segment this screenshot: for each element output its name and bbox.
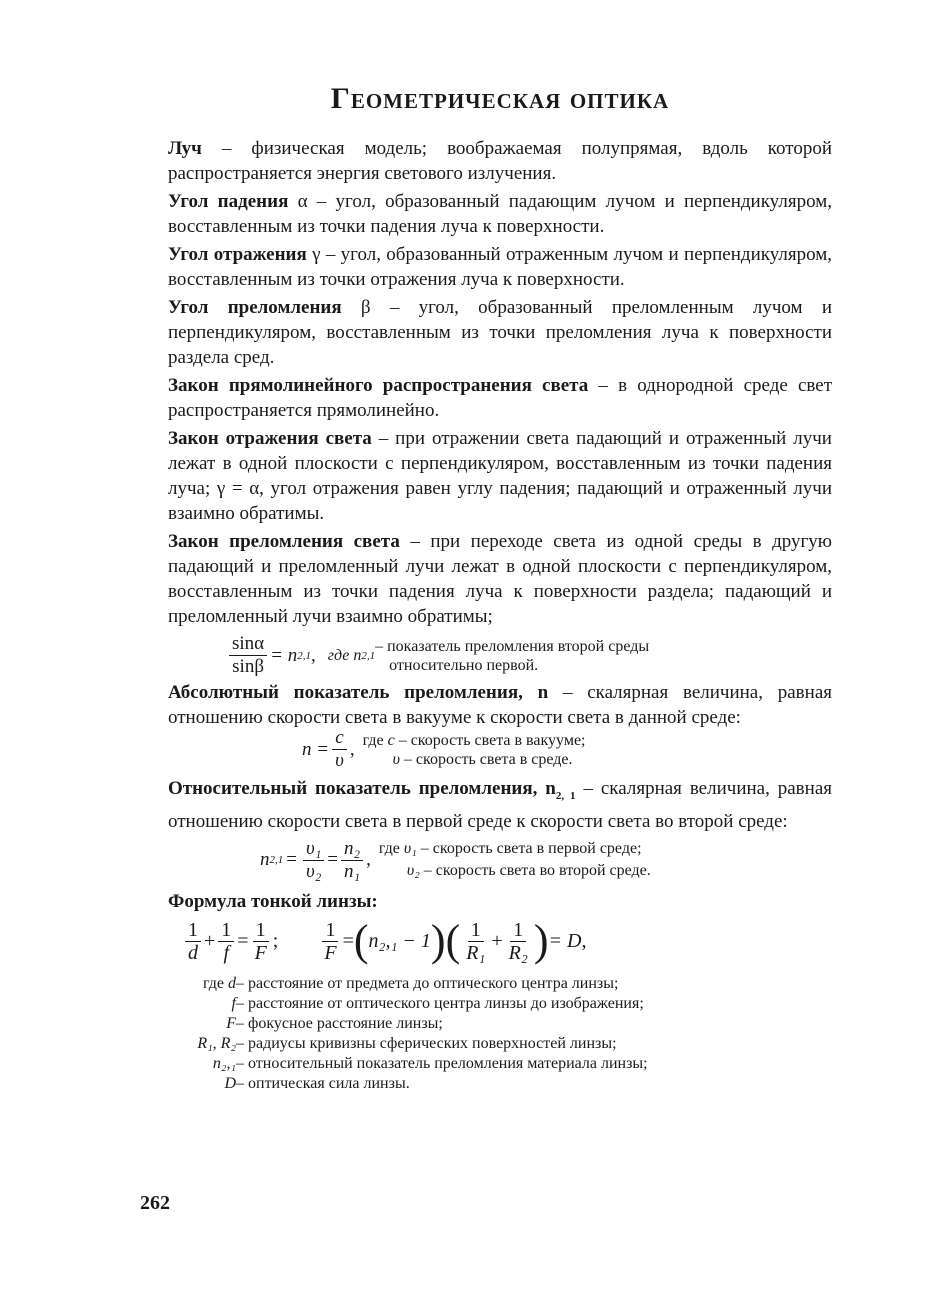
fraction-1-F-second — [321, 919, 339, 964]
fraction-velocities — [303, 838, 324, 883]
definition-reflection-law: – при отражении света падающий и отраженный лучи лежат в одной плоскости с перпендикуляром, восставленным из точки падения луча; γ = α, угол отражения равен углу падения; падающий и отраженный лучи взаимно обратимы. — [168, 428, 832, 524]
formula-symbol: υ — [392, 750, 400, 768]
paragraph-refraction-law — [168, 529, 832, 629]
fraction-1-R1 — [463, 919, 488, 964]
paragraph-ray — [168, 136, 832, 186]
term-refraction-law: Закон преломления света — [168, 531, 400, 552]
fraction-denominator: d — [188, 941, 198, 964]
formula-lhs-subscript: 2,1 — [269, 854, 284, 867]
list-item — [178, 1034, 832, 1054]
paragraph-absolute-index — [168, 680, 832, 730]
formula-symbol: υ₂ — [406, 862, 420, 880]
formula-absolute-index — [302, 727, 832, 772]
fraction-denominator: F — [254, 941, 267, 964]
formula-where: где n — [327, 646, 362, 664]
formula-note — [375, 637, 649, 675]
lens-variable-list — [178, 974, 832, 1094]
fraction-denominator: R₂ — [508, 941, 528, 964]
fraction-denominator: sinβ — [232, 656, 264, 677]
left-paren: ( — [353, 916, 369, 966]
formula-relative-index — [260, 838, 832, 883]
variable-symbol — [178, 974, 236, 994]
variable-description: – фокусное расстояние линзы; — [236, 1014, 443, 1032]
term-rectilinear-law: Закон прямолинейного распространения света — [168, 375, 589, 396]
fraction-numerator: 1 — [510, 919, 526, 942]
formula-lhs: n — [260, 849, 270, 871]
page-body — [168, 60, 832, 1094]
fraction-numerator: 1 — [253, 919, 269, 942]
formula-thin-lens — [182, 916, 832, 966]
fraction-numerator: c — [332, 727, 346, 750]
formula-note-line2 — [379, 860, 651, 882]
fraction-numerator: 1 — [185, 919, 201, 942]
fraction-sin — [229, 633, 267, 678]
definition-refraction-angle: β – угол, образованный преломленным лучом и перпендикуляром, восставленным из точки преломления луча к поверхности раздела сред. — [168, 297, 832, 368]
formula-note-line1 — [363, 731, 586, 750]
paragraph-reflection-angle — [168, 242, 832, 292]
right-paren: ) — [430, 916, 446, 966]
fraction-1-f — [218, 919, 234, 964]
term-reflection-law: Закон отражения света — [168, 428, 372, 449]
formula-note-line1 — [379, 838, 651, 860]
fraction-denominator: υ — [335, 750, 344, 771]
paragraph-rectilinear-law — [168, 373, 832, 423]
formula-equals: = — [342, 929, 354, 952]
definition-rectilinear-law: – в однородной среде свет распространяется прямолинейно. — [168, 375, 832, 421]
term-incidence-angle: Угол падения — [168, 191, 289, 212]
formula-symbol: c — [387, 731, 395, 749]
definition-ray: – физическая модель; воображаемая полупрямая, вдоль которой распространяется энергия светового излучения. — [168, 138, 832, 184]
fraction-numerator: n₂ — [341, 838, 363, 861]
symbol-text: d — [228, 974, 236, 992]
fraction-indices — [341, 838, 363, 883]
list-item — [178, 994, 832, 1014]
paragraph-incidence-angle — [168, 189, 832, 239]
formula-note-line1: – показатель преломления второй среды — [375, 637, 650, 655]
formula-semicolon: ; — [272, 929, 279, 952]
formula-note-line2 — [363, 750, 586, 769]
fraction-c-v — [332, 727, 347, 772]
variable-description: – радиусы кривизны сферических поверхностей линзы; — [236, 1034, 617, 1052]
fraction-denominator: n₁ — [344, 860, 361, 882]
left-paren-large: ( — [445, 916, 461, 966]
variable-symbol: F — [226, 1014, 236, 1032]
formula-note — [363, 731, 586, 769]
definition-refraction-law: – при переходе света из одной среды в другую падающий и преломленный лучи лежат в одной плоскости с перпендикуляром, восставленным из точки падения луча к поверхности раздела; падающий и преломленный лучи взаимно обратимы; — [168, 531, 832, 627]
formula-note-line2: относительно первой. — [389, 656, 539, 674]
where-prefix: где — [202, 974, 228, 992]
fraction-numerator: 1 — [322, 919, 338, 942]
fraction-denominator: R₁ — [466, 941, 486, 964]
variable-symbol: f — [231, 994, 236, 1012]
definition-reflection-angle: γ – угол, образованный отраженным лучом и перпендикуляром, восставленным из точки отражения луча к поверхности. — [168, 244, 832, 290]
fraction-numerator: υ₁ — [303, 838, 324, 861]
formula-where: где — [378, 840, 404, 858]
right-paren-large: ) — [533, 916, 549, 966]
definition-absolute-index: – скалярная величина, равная отношению скорости света в вакууме к скорости света в данной среде: — [168, 682, 832, 728]
formula-where-subscript: 2,1 — [361, 649, 376, 662]
term-reflection-angle: Угол отражения — [168, 244, 307, 265]
variable-symbol: D — [224, 1074, 236, 1092]
term-refraction-angle: Угол преломления — [168, 297, 342, 318]
fraction-denominator: F — [324, 941, 337, 964]
paragraph-relative-index — [168, 776, 832, 834]
fraction-1-F — [252, 919, 270, 964]
formula-note-text: – скорость света во второй среде. — [419, 862, 651, 880]
formula-paren-content: n₂,₁ − 1 — [368, 929, 431, 952]
formula-note-text: – скорость света в вакууме; — [394, 731, 586, 749]
list-item — [178, 1074, 832, 1094]
formula-snell — [226, 633, 832, 678]
formula-comma: , — [349, 738, 355, 760]
fraction-denominator: f — [223, 941, 230, 964]
formula-equals: = — [237, 929, 249, 952]
fraction-numerator: sinα — [229, 633, 267, 656]
fraction-1-R2 — [506, 919, 531, 964]
list-item — [178, 1014, 832, 1034]
formula-plus: + — [491, 929, 503, 952]
variable-description: – расстояние от предмета до оптического центра линзы; — [236, 974, 619, 992]
fraction-numerator: 1 — [468, 919, 484, 942]
list-item — [178, 974, 832, 994]
formula-comma: , — [310, 644, 316, 666]
term-absolute-index: Абсолютный показатель преломления, n — [168, 682, 549, 703]
formula-equals: = — [327, 849, 339, 871]
fraction-denominator: υ₂ — [305, 860, 322, 882]
formula-symbol: υ₁ — [403, 840, 417, 858]
paragraph-reflection-law — [168, 426, 832, 526]
formula-lhs: n = — [302, 738, 330, 760]
term-relative-index: Относительный показатель преломления, n — [168, 778, 556, 799]
list-item — [178, 1054, 832, 1074]
formula-subscript: 2,1 — [297, 649, 311, 662]
fraction-numerator: 1 — [218, 919, 234, 942]
formula-note — [379, 838, 651, 882]
fraction-1-d — [185, 919, 201, 964]
formula-equals: = — [286, 849, 297, 871]
page-title: Геометрическая оптика — [330, 82, 670, 115]
variable-description: – оптическая сила линзы. — [236, 1074, 410, 1092]
formula-rhs: = n — [270, 644, 298, 666]
paragraph-refraction-angle — [168, 295, 832, 370]
formula-plus: + — [204, 929, 216, 952]
definition-incidence-angle: α – угол, образованный падающим лучом и перпендикуляром, восставленным из точки падения луча к поверхности. — [168, 191, 832, 237]
formula-where: где — [362, 731, 388, 749]
term-relative-index-subscript: 2, 1 — [555, 789, 576, 802]
page-number: 262 — [140, 1192, 170, 1214]
variable-symbol: R₁, R₂ — [197, 1034, 236, 1052]
definition-relative-index: – скалярная величина, равная отношению скорости света в первой среде к скорости света во второй среде: — [168, 778, 832, 832]
variable-description: – относительный показатель преломления материала линзы; — [236, 1054, 648, 1072]
variable-symbol: n₂,₁ — [212, 1054, 236, 1072]
formula-comma: , — [366, 849, 371, 871]
term-ray: Луч — [168, 138, 202, 159]
formula-note-text: – скорость света в первой среде; — [416, 840, 642, 858]
variable-description: – расстояние от оптического центра линзы до изображения; — [236, 994, 644, 1012]
formula-note-text: – скорость света в среде. — [399, 750, 573, 768]
formula-tail: = D, — [548, 929, 587, 952]
lens-formula-title: Формула тонкой линзы: — [168, 890, 378, 912]
